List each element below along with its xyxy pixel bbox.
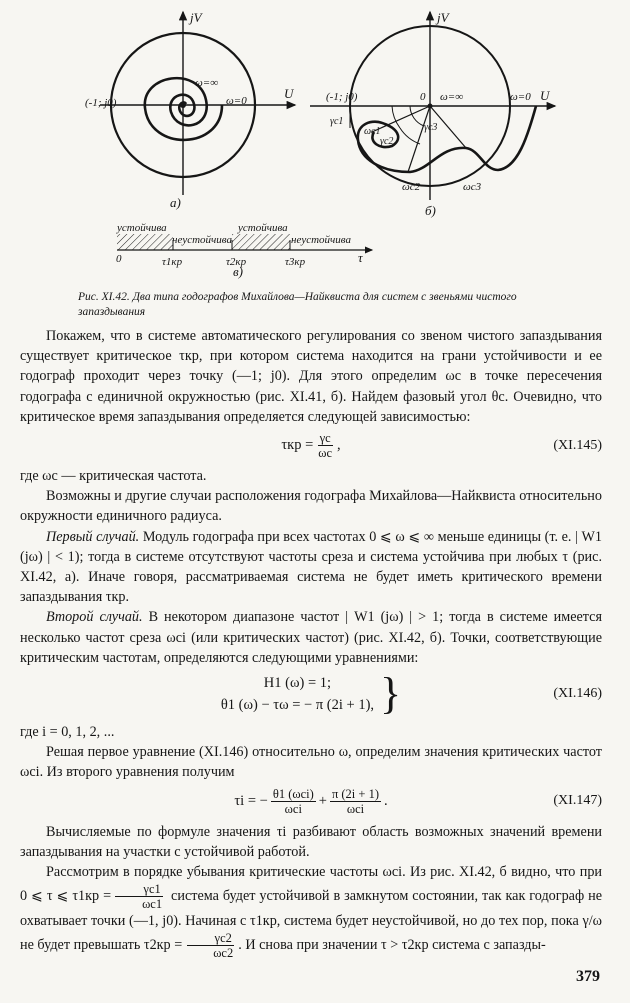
omega-zero-label-b: ω=0 bbox=[510, 91, 531, 103]
stable-region-1 bbox=[117, 234, 173, 250]
eq147-fraction-2 bbox=[330, 787, 381, 816]
tau-2kr-label: τ2кр bbox=[226, 256, 247, 268]
eq146-line-1: H1 (ω) = 1; bbox=[263, 675, 332, 692]
gamma-c1-label: γc1 bbox=[330, 116, 344, 127]
eq145-lhs: τкр = bbox=[281, 437, 314, 454]
p9-frac1-num: γc1 bbox=[115, 882, 162, 897]
stable-label-2: устойчива bbox=[238, 222, 288, 234]
origin-label-b: 0 bbox=[420, 91, 426, 103]
u-label-b: U bbox=[540, 88, 550, 103]
u-label-a: U bbox=[284, 86, 294, 101]
eq147-tail: . bbox=[384, 793, 388, 810]
page-number: 379 bbox=[576, 968, 600, 985]
p9-part-b: система будет устойчивой в замкнутом состоянии, так как годограф не охватывает точки (—1, j0). Начиная с τ1кр, система будет неустойчивой, но до тех пор, пока γ/ω не будет превышать τ2кр = bbox=[20, 888, 602, 954]
eq147-den-1: ωci bbox=[284, 801, 302, 816]
subfig-label-b: б) bbox=[425, 203, 436, 218]
tau-3kr-label: τ3кр bbox=[285, 256, 306, 268]
unstable-label-1: неустойчива bbox=[172, 234, 232, 246]
diagram-b bbox=[310, 10, 555, 218]
omega-zero-label-a: ω=0 bbox=[226, 95, 247, 107]
p9-frac1-den: ωc1 bbox=[142, 897, 163, 912]
tau-1kr-label: τ1кр bbox=[162, 256, 183, 268]
eq146-line-2: θ1 (ω) − τω = − π (2i + 1), bbox=[220, 697, 375, 714]
first-case-text: Модуль годографа при всех частотах 0 ⩽ ω ⩽ ∞ меньше единицы (т. е. | W1 (jω) | < 1); тогда в системе отсутствуют частоты среза и система устойчива при любых τ (рис. XI.42, а). Иначе говоря, рассматриваемая система не будет иметь критического времени запаздывания τкр. bbox=[20, 528, 603, 606]
eq147-plus: + bbox=[318, 793, 327, 810]
paragraph-9 bbox=[20, 862, 602, 960]
zero-axis-label: 0 bbox=[116, 253, 122, 265]
equation-xi-147 bbox=[20, 787, 602, 816]
paragraph-5 bbox=[20, 607, 602, 668]
paragraph-7: Решая первое уравнение (XI.146) относительно ω, определим значения критических частот ωci. Из второго уравнения получим bbox=[20, 744, 602, 781]
eq145-num: γс bbox=[319, 431, 331, 446]
eq145-number: (XI.145) bbox=[553, 437, 602, 453]
p9-frac2-den: ωc2 bbox=[213, 946, 234, 961]
eq147-num-1: θ1 (ωci) bbox=[272, 786, 314, 801]
p9-fraction-2 bbox=[185, 931, 235, 960]
omega-c2-label: ωc2 bbox=[402, 181, 421, 193]
p9-part-a: Рассмотрим в порядке убывания критические частоты ωci. Из рис. XI.42, б видно, что при 0 ⩽ τ ⩽ τ1кр = bbox=[20, 864, 602, 905]
eq145-fraction bbox=[316, 431, 334, 460]
equation-xi-145 bbox=[20, 431, 602, 460]
first-case-title: Первый случай. bbox=[46, 528, 140, 545]
p9-fraction-1 bbox=[114, 882, 164, 911]
eq146-number: (XI.146) bbox=[553, 685, 602, 701]
eq147-num-2: π (2i + 1) bbox=[331, 786, 379, 801]
jv-label-a: jV bbox=[190, 10, 202, 25]
paragraph-2: где ωс — критическая частота. bbox=[20, 468, 207, 485]
p9-part-c: . И снова при значении τ > τ2кр система с запазды- bbox=[238, 937, 546, 954]
stable-label-1: устойчива bbox=[117, 222, 167, 234]
paragraph-4 bbox=[20, 527, 602, 608]
eq147-fraction-1 bbox=[271, 787, 316, 816]
minus-one-label-b: (-1; j0) bbox=[326, 91, 358, 103]
subfig-label-a: a) bbox=[170, 195, 181, 210]
right-brace: } bbox=[380, 669, 402, 719]
stable-region-2 bbox=[232, 234, 290, 250]
eq145-tail: , bbox=[337, 437, 341, 454]
figure-svg bbox=[0, 0, 630, 290]
subfig-label-c: в) bbox=[233, 264, 243, 279]
paragraph-3: Возможны и другие случаи расположения годографа Михайлова—Найквиста относительно окружности единичного радиуса. bbox=[20, 488, 602, 525]
diagram-c bbox=[116, 222, 372, 279]
equation-xi-146 bbox=[20, 669, 602, 719]
eq146-system bbox=[221, 672, 374, 716]
p9-frac2-num: γc2 bbox=[187, 931, 234, 946]
unstable-label-2: неустойчива bbox=[291, 234, 351, 246]
second-case-title: Второй случай. bbox=[46, 609, 143, 626]
tau-axis-label: τ bbox=[358, 250, 363, 265]
jv-label-b: jV bbox=[437, 10, 449, 25]
paragraph-1: Покажем, что в системе автоматического регулирования со звеном чистого запаздывания существует критическое τкр, при котором система находится на грани устойчивости и ее годограф проходит через точку (—1; j0). Для этого определим ωс в точке пересечения годографа с единичной окружностью (рис. XI.41, б). Найдем фазовый угол θс. Очевидно, что критическое время запаздывания определяется следующей зависимостью: bbox=[20, 328, 602, 425]
gamma-c3-label: γc3 bbox=[424, 122, 438, 133]
minus-one-label-a: (-1; j0) bbox=[85, 97, 117, 109]
omega-inf-label-b: ω=∞ bbox=[440, 91, 464, 103]
eq147-number: (XI.147) bbox=[553, 793, 602, 809]
figure-xi-42 bbox=[0, 0, 630, 290]
omega-c3-label: ωc3 bbox=[463, 181, 482, 193]
eq147-den-2: ωci bbox=[346, 801, 365, 816]
gamma-c2-label: γc2 bbox=[380, 136, 394, 147]
eq145-den: ωс bbox=[318, 446, 333, 461]
paragraph-8: Вычисляемые по формуле значения τi разбивают область возможных значений времени запаздывания на участки с устойчивой работой. bbox=[20, 823, 602, 860]
omega-inf-label-a: ω=∞ bbox=[195, 77, 219, 89]
paragraph-6: где i = 0, 1, 2, ... bbox=[20, 724, 115, 741]
figure-caption: Рис. XI.42. Два типа годографов Михайлова—Найквиста для систем с звеньями чистого запаздывания bbox=[78, 291, 517, 318]
second-case-text: В некотором диапазоне частот | W1 (jω) | > 1; тогда в системе имеется несколько частот среза ωci (или критических частот) (рис. XI.42, б). Точки, соответствующие критическим частотам, определяются следующими уравнениями: bbox=[20, 609, 603, 666]
diagram-a bbox=[85, 10, 295, 210]
omega-c1-label: ωc1 bbox=[364, 126, 381, 137]
body-text bbox=[20, 326, 602, 960]
eq147-lhs: τi = − bbox=[234, 793, 268, 810]
